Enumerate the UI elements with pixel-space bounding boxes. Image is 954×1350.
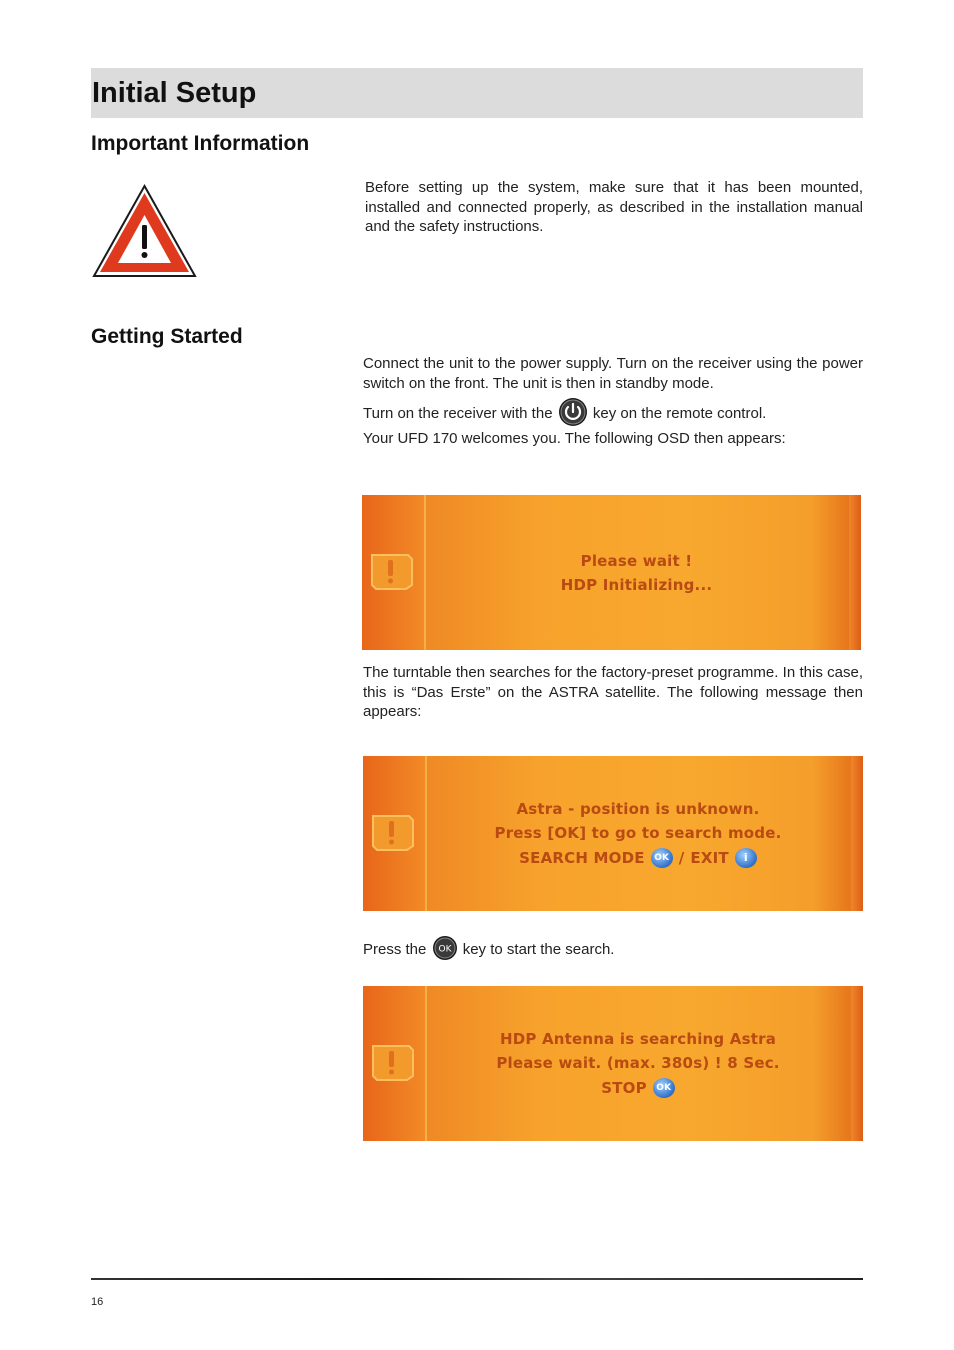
title-bar (91, 68, 863, 118)
getting-started-para-4: The turntable then searches for the factory-preset programme. In this case, this is “Das Erste” on the ASTRA satellite. The following message then appears: (363, 664, 863, 720)
section-heading-important: Important Information (91, 132, 310, 155)
osd-right-panel (849, 495, 861, 650)
osd-line: Press [OK] to go to search mode. (494, 823, 782, 842)
warning-triangle-icon (91, 183, 198, 279)
text-after-ok-key: key to start the search. (462, 940, 615, 958)
osd-message (425, 756, 851, 911)
power-key-icon (557, 397, 589, 427)
osd-screen-searching (363, 986, 863, 1141)
section-heading-getting-started: Getting Started (91, 325, 243, 348)
getting-started-para-2 (363, 399, 863, 449)
welcome-text: Your UFD 170 welcomes you. The following OSD then appears: (363, 430, 786, 447)
power-key-line (363, 399, 863, 429)
osd-left-panel (363, 756, 427, 911)
footer-divider (91, 1278, 863, 1280)
osd-left-panel (363, 986, 427, 1141)
getting-started-para-5 (363, 937, 863, 963)
osd-line: HDP Antenna is searching Astra (499, 1029, 777, 1048)
ok-key-label: OK (438, 944, 452, 955)
osd-left-panel (362, 495, 426, 650)
important-text: Before setting up the system, make sure that it has been mounted, installed and connected properly, as described in the installation manual and the safety instructions. (365, 179, 863, 235)
page-title: Initial Setup (92, 77, 257, 109)
text-before-ok-key: Press the (363, 940, 427, 958)
ok-button-icon: OK (653, 1078, 675, 1098)
osd-right-panel (851, 756, 863, 911)
osd-exclamation-icon (369, 812, 415, 852)
osd-line: Please wait. (max. 380s) ! 8 Sec. (496, 1053, 780, 1072)
info-button-icon: i (735, 848, 757, 868)
exit-label: EXIT (690, 848, 729, 867)
getting-started-para-1: Connect the unit to the power supply. Turn on the receiver using the power switch on the front. The unit is then in standby mode. (363, 355, 863, 392)
separator: / (678, 848, 685, 867)
osd-exclamation-icon (369, 1042, 415, 1082)
osd-message (425, 986, 851, 1141)
osd-line: Please wait ! (580, 551, 693, 570)
search-mode-label: SEARCH MODE (519, 848, 645, 867)
text-after-power-key: key on the remote control. (592, 404, 767, 422)
osd-line-controls (519, 848, 757, 868)
osd-screen-position-unknown (363, 756, 863, 911)
osd-screen-initializing (362, 495, 861, 650)
page-number: 16 (91, 1296, 104, 1308)
osd-line: HDP Initializing... (560, 575, 713, 594)
osd-line-controls (601, 1078, 675, 1098)
osd-exclamation-icon (368, 551, 414, 591)
text-before-power-key: Turn on the receiver with the (363, 404, 553, 422)
osd-message (424, 495, 849, 650)
osd-right-panel (851, 986, 863, 1141)
osd-line: Astra - position is unknown. (516, 799, 760, 818)
ok-button-icon: OK (651, 848, 673, 868)
ok-key-icon (431, 935, 459, 961)
stop-label: STOP (601, 1078, 647, 1097)
